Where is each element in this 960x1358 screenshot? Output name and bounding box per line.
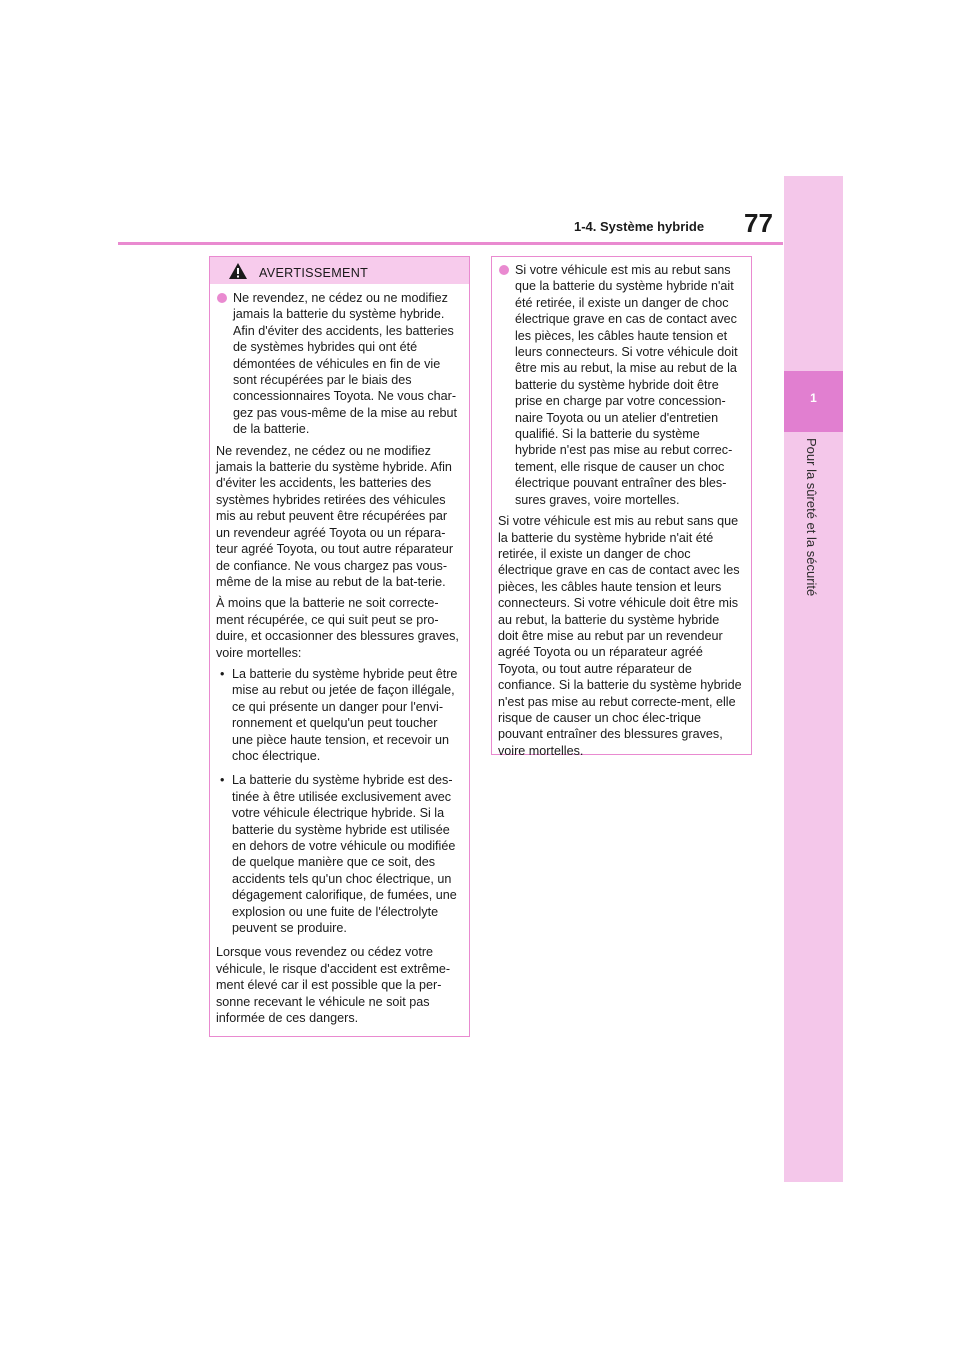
sub-bullet-marker: • [220,666,225,681]
warning-sub-bullet [216,666,461,764]
warning-header [210,257,469,284]
warning-triangle-icon [228,262,248,280]
sub-bullet-text: La batterie du système hybride peut être mise au rebut ou jetée de façon illégale, ce qui présente un danger pour l'envi-ronnement et quelqu'un peut toucher une pièce haute tension, et recevoir un choc électrique. [232,666,458,763]
warning-bullet [216,290,461,438]
header-rule [118,242,783,245]
continuation-box [491,256,752,758]
warning-box [209,256,470,1037]
warning-paragraph-3: Lorsque vous revendez ou cédez votre véhicule, le risque d'accident est extrême-ment élevé car il est possible que la per-sonne recevant le véhicule ne soit pas informée de ces dangers. [216,945,451,1026]
warning-bullet-text: Ne revendez, ne cédez ou ne modifiez jamais la batterie du système hybride. Afin d'éviter des accidents, les batteries de systèmes hybrides qui ont été démontées de véhicules en fin de vie sont récupérées par le biais des concessionnaires Toyota. Ne vous char-gez pas vous-même de la mise au rebut de la batterie. [233,291,458,437]
continuation-bullet [498,262,743,508]
pink-bullet-icon [217,293,227,303]
chapter-side-band [784,176,843,1182]
pink-bullet-icon [499,265,509,275]
continuation-paragraph: Si votre véhicule est mis au rebut sans que la batterie du système hybride n'ait été retirée, il existe un danger de choc électrique grave en cas de contact avec les pièces, les câbles haute tension et leurs connecteurs. Si votre véhicule doit être mis au rebut, la batterie du système hybride doit être mise au rebut par un revendeur agréé Toyota ou un réparateur agréé Toyota, ou tout autre réparateur de confiance. Si la batterie du système hybride n'est pas mise au rebut correcte-ment, elle risque de causer un choc élec-trique pouvant entraîner des blessures graves, voire mortelles. [498,514,742,758]
warning-sub-bullet [216,772,461,936]
warning-title: AVERTISSEMENT [259,266,369,280]
warning-paragraph-1: Ne revendez, ne cédez ou ne modifiez jamais la batterie du système hybride. Afin d'éviter les accidents, les batteries des systèmes hybrides retirées des véhicules mis au rebut peuvent être récupérées par un revendeur agréé Toyota ou un répara-teur agréé Toyota, ou tout autre réparateur de confiance. Ne vous chargez pas vous-même de la mise au rebut de la bat-terie. [216,443,454,589]
sub-bullet-text: La batterie du système hybride est des-tinée à être utilisée exclusivement avec votre véhicule électrique hybride. Si la batterie du système hybride est utilisée en dehors de votre véhicule ou modifiée de quelque manière que ce soit, des accidents tels qu'un choc électrique, un dégagement calorifique, de fumées, une explosion ou une fuite de l'électrolyte peuvent se produire. [232,773,457,936]
section-title: 1-4. Système hybride [574,219,705,234]
chapter-number: 1 [810,391,817,405]
continuation-bullet-text: Si votre véhicule est mis au rebut sans que la batterie du système hybride n'ait été retirée, il existe un danger de choc électrique grave en cas de contact avec les pièces, les câbles haute tension et leurs connecteurs. Si votre véhicule doit être mis au rebut, la mise au rebut de la batterie du système hybride doit être prise en charge par votre concession-naire Toyota ou un atelier d'entretien qualifié. Si la batterie du système hybride n'est pas mise au rebut correc-tement, elle risque de causer un choc électrique pouvant entraîner des bles-sures graves, voire mortelles. [515,263,738,507]
warning-paragraph-2: À moins que la batterie ne soit correcte-ment récupérée, ce qui suit peut se pro-duire, et occasionner des blessures graves, voire mortelles: [216,596,459,660]
page-number: 77 [744,208,773,238]
chapter-title: Pour la sûreté et la sécurité [804,438,819,597]
sub-bullet-marker: • [220,773,225,788]
